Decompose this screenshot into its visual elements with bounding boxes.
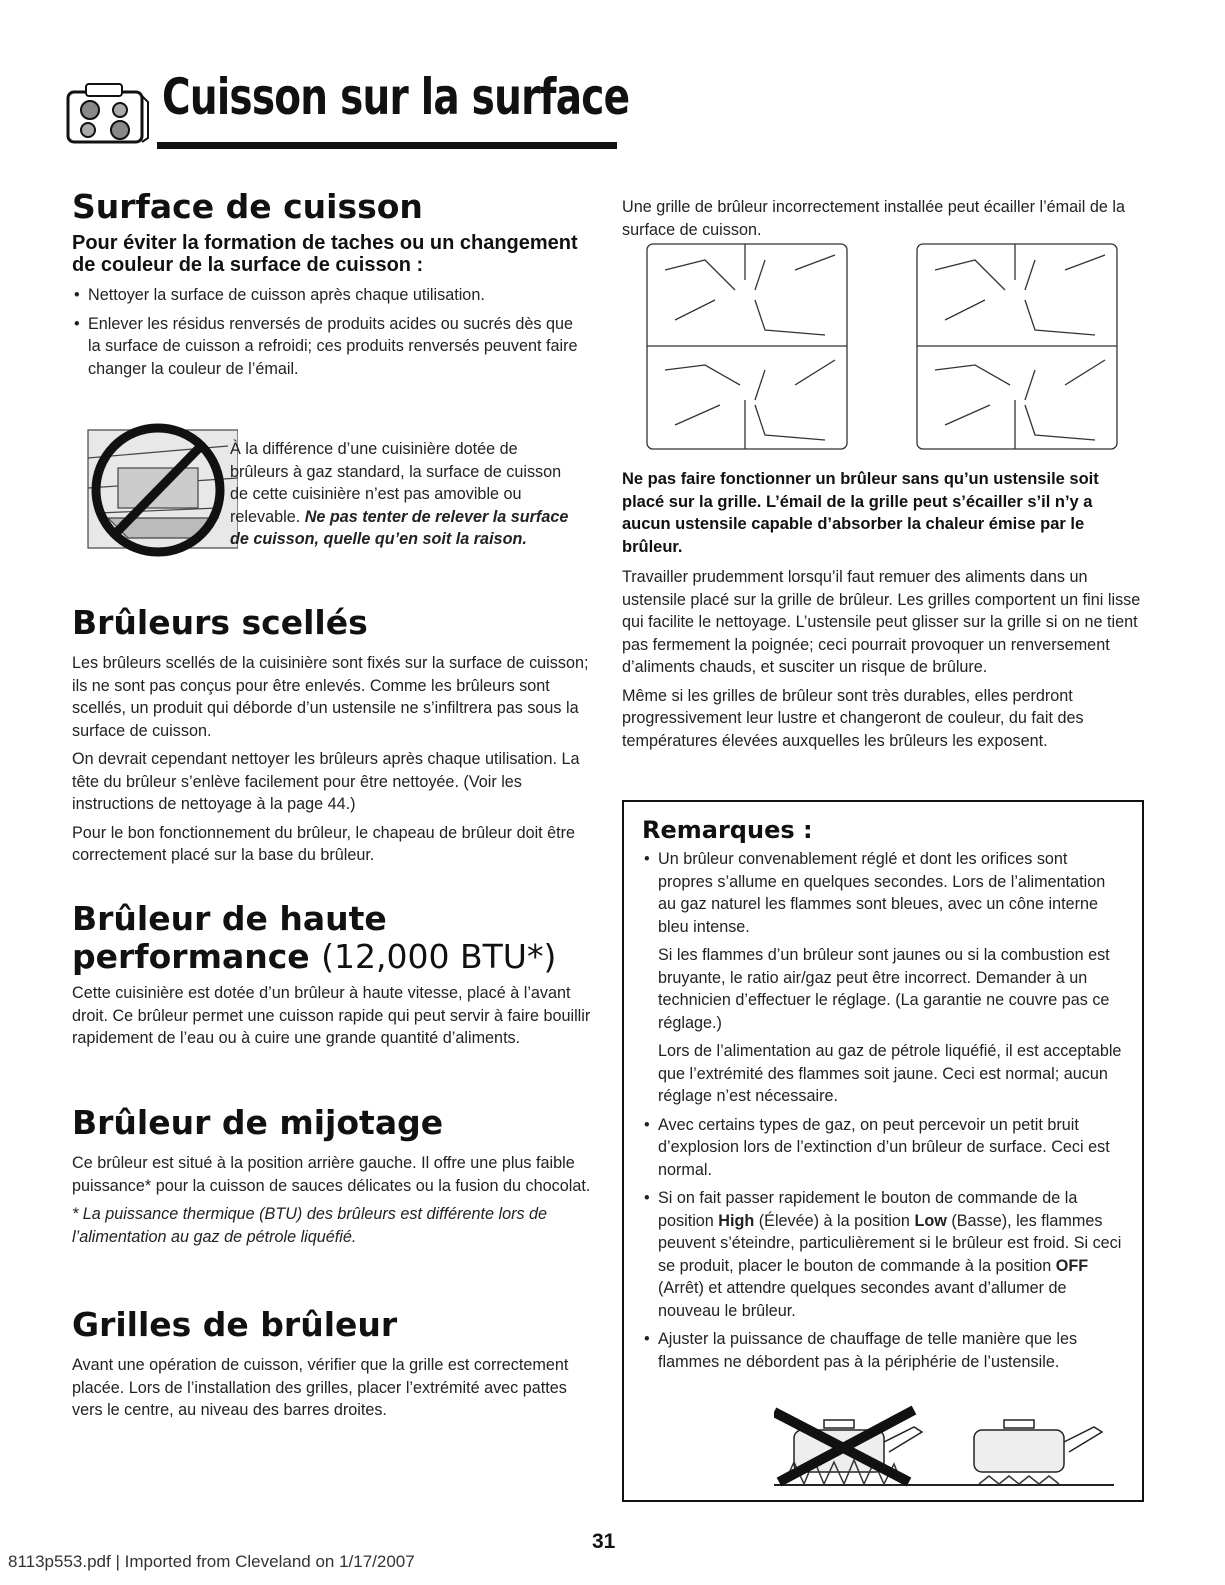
section-title: Brûleurs scellés (72, 603, 368, 642)
remarques-list (642, 848, 1124, 1379)
pan-flame-illustration (774, 1402, 1114, 1492)
file-note: 8113p553.pdf | Imported from Cleveland on 1/17/2007 (8, 1552, 415, 1571)
section-grilles (72, 1306, 592, 1428)
paragraph: Cette cuisinière est dotée d’un brûleur à haute vitesse, placé à l’avant droit. Ce brûleur permet une cuisson rapide qui peut servir à faire bouillir rapidement de l’eau ou à cuire une grande quantité d’aliments. (72, 984, 591, 1047)
list-item: • Enlever les résidus renversés de produits acides ou sucrés dès que la surface de cuisson a refroidi; ces produits renversés peuvent faire changer la couleur de l’émail. (72, 313, 592, 381)
list-item (642, 848, 1124, 1108)
section-mijotage (72, 1104, 592, 1254)
burner-grate-illustration (645, 240, 1125, 455)
list-item (642, 1187, 1124, 1322)
footnote: * La puissance thermique (BTU) des brûleurs est différente lors de l’alimentation au gaz de pétrole liquéfié. (72, 1205, 548, 1246)
setting-off: OFF (1055, 1256, 1089, 1275)
paragraph: Avant une opération de cuisson, vérifier que la grille est correctement placée. Lors de l’installation des grilles, placer l’extrémité avec pattes vers le centre, au niveau des barres droites. (72, 1356, 569, 1419)
title-line-1: Brûleur de haute (72, 899, 387, 938)
text: (Arrêt) et attendre quelques secondes avant d’allumer de nouveau le brûleur. (658, 1279, 1067, 1320)
section-scelles (72, 604, 592, 873)
paragraph: Les brûleurs scellés de la cuisinière sont fixés sur la surface de cuisson; ils ne sont pas conçus pour être enlevés. Comme les brûleurs sont scellés, un produit qui déborde d’un ustensile ne s’infiltrera pas sous la surface de cuisson. (72, 654, 589, 740)
remarques-title: Remarques : (642, 816, 813, 844)
paragraph: • Un brûleur convenablement réglé et dont les orifices sont propres s’allume en quelques secondes. Lors de l’alimentation au gaz naturel les flammes sont bleues, avec un cône interne bleu intense. (658, 850, 1106, 936)
section-subtitle: Pour éviter la formation de taches ou un changement de couleur de la surface de cuisson : (72, 232, 578, 276)
page-title: Cuisson sur la surface (162, 68, 630, 126)
grate-intro: Une grille de brûleur incorrectement installée peut écailler l’émail de la surface de cuisson. (622, 198, 1125, 239)
section-title (72, 900, 592, 976)
paragraph: Ce brûleur est situé à la position arrière gauche. Il offre une plus faible puissance* pour la cuisson de sauces délicates ou la fusion du chocolat. (72, 1154, 591, 1195)
remarques-box (622, 800, 1144, 1502)
setting-high: High (718, 1211, 755, 1230)
title-line-2: performance (72, 937, 310, 976)
bullet-list (72, 284, 592, 380)
paragraph: Si les flammes d’un brûleur sont jaunes ou si la combustion est bruyante, le ratio air/gaz peut être incorrect. Demander à un technicien d’effectuer le réglage. (La garantie ne couvre pas ce réglage.) (658, 946, 1110, 1032)
note-text: À la différence d’une cuisinière dotée de brûleurs à gaz standard, la surface de cuisson de cette cuisinière n’est pas amovible ou relevable. (230, 440, 562, 526)
text: (Basse), les flammes peuvent s’éteindre, particulièrement si le brûleur est froid. Si ceci se produit, placer le bouton de commande à la position (658, 1211, 1122, 1275)
grate-incorrect (647, 244, 847, 449)
grate-care (622, 566, 1142, 758)
paragraph: Lors de l’alimentation au gaz de pétrole liquéfié, il est acceptable que l’extrémité des flammes soit jaune. Ceci est normal; aucun réglage n’est nécessaire. (658, 1042, 1122, 1105)
text: (Élevée) à la position (758, 1211, 910, 1230)
section-surface (72, 188, 592, 386)
note-warning: Ne pas tenter de relever la surface de cuisson, quelle qu’en soit la raison. (230, 507, 569, 548)
surface-note (230, 438, 575, 551)
paragraph: Travailler prudemment lorsqu’il faut remuer des aliments dans un ustensile placé sur la grille de brûleur. Les grilles comportent un fini lisse qui facilite le nettoyage. L’ustensile peut glisser sur la grille si on ne tient pas fermement la poignée; ceci pourrait provoquer un renversement d’aliments chauds, et susciter un risque de brûlure. (622, 568, 1141, 676)
title-btu: (12,000 BTU*) (321, 937, 557, 976)
section-title: Surface de cuisson (72, 187, 423, 226)
section-haute (72, 900, 592, 1056)
list-item: • Ajuster la puissance de chauffage de telle manière que les flammes ne débordent pas à la périphérie de l’ustensile. (642, 1328, 1124, 1373)
page-number: 31 (592, 1530, 616, 1553)
paragraph: Pour le bon fonctionnement du brûleur, le chapeau de brûleur doit être correctement placé sur la base du brûleur. (72, 823, 576, 864)
list-item: • Nettoyer la surface de cuisson après chaque utilisation. (72, 284, 592, 307)
list-item: • Avec certains types de gaz, on peut percevoir un petit bruit d’explosion lors de l’extinction d’un brûleur de surface. Ceci est normal. (642, 1114, 1124, 1182)
grate-correct (917, 244, 1117, 449)
paragraph: On devrait cependant nettoyer les brûleurs après chaque utilisation. La tête du brûleur s’enlève facilement pour être nettoyée. (Voir les instructions de nettoyage à la page 44.) (72, 750, 580, 813)
section-title: Grilles de brûleur (72, 1305, 398, 1344)
setting-low: Low (914, 1211, 947, 1230)
paragraph: Même si les grilles de brûleur sont très durables, elles perdront progressivement leur lustre et changeront de couleur, du fait des températures élevées auxquelles les brûleurs les exposent. (622, 686, 1084, 750)
no-lift-cooktop-illustration (78, 418, 238, 568)
title-underline (157, 142, 617, 149)
text: Si on fait passer rapidement le bouton de commande de la position (658, 1189, 1078, 1230)
section-title: Brûleur de mijotage (72, 1103, 444, 1142)
cooktop-icon (66, 82, 150, 146)
grate-warning: Ne pas faire fonctionner un brûleur sans qu’un ustensile soit placé sur la grille. L’émail de la grille peut s’écailler s’il n’y a aucun ustensile capable d’absorber la chaleur émise par le brûleur. (622, 470, 1099, 556)
